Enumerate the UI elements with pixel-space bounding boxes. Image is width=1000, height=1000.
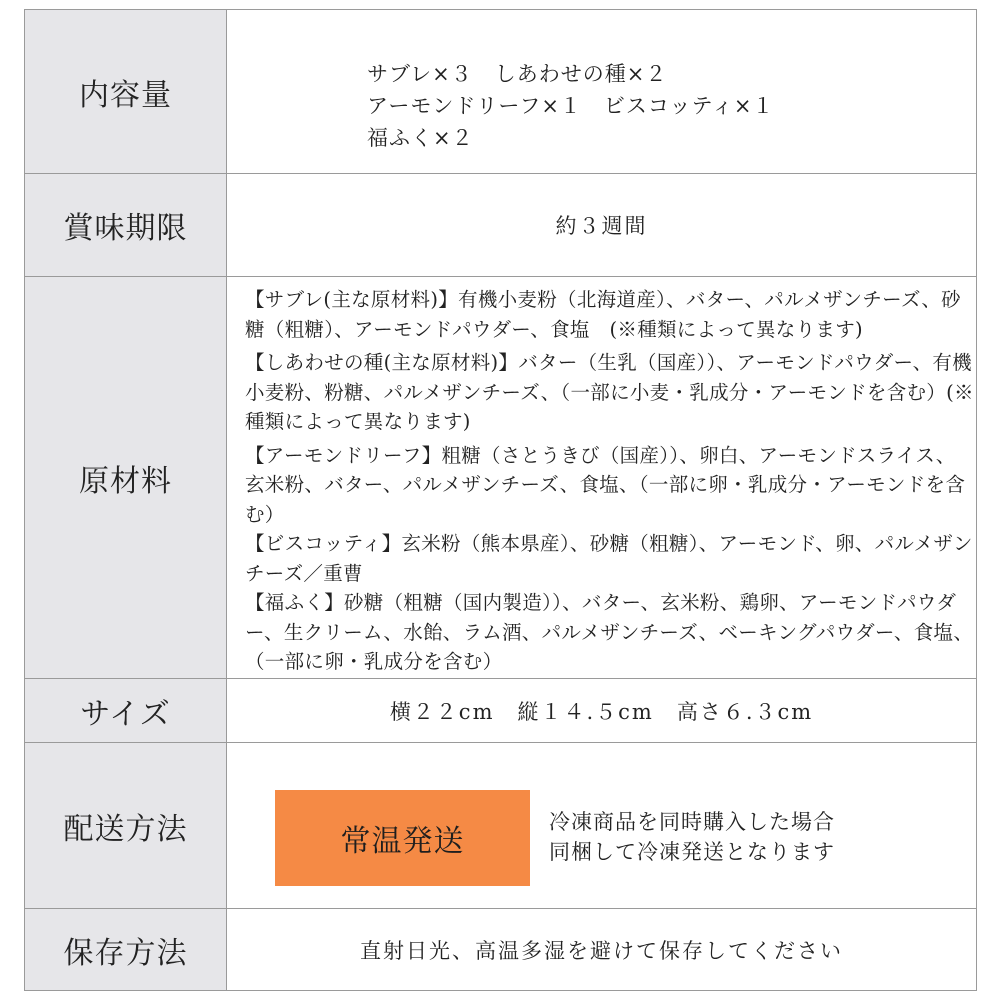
ingredient-paragraph-shiawase: 【しあわせの種(主な原材料)】バター（生乳（国産））、アーモンドパウダー、有機小麦粉、粉糖、パルメザンチーズ、（一部に小麦・乳成分・アーモンドを含む）(※種類によって異なります)	[245, 351, 974, 433]
ingredients-text	[245, 285, 974, 677]
row-storage	[25, 909, 976, 990]
ingredient-paragraph-biscotti: 【ビスコッティ】玄米粉（熊本県産）、砂糖（粗糖）、アーモンド、卵、パルメザンチーズ／重曹	[245, 532, 973, 585]
product-info-table	[24, 9, 977, 991]
row-contents	[25, 10, 976, 174]
header-size: サイズ	[25, 679, 227, 742]
best-before-value: 約３週間	[555, 214, 648, 238]
contents-line: 福ふく×２	[367, 126, 474, 150]
cell-ingredients	[227, 277, 976, 678]
storage-value: 直射日光、高温多湿を避けて保存してください	[360, 938, 843, 963]
ingredient-paragraph-almond-leaf: 【アーモンドリーフ】粗糖（さとうきび（国産））、卵白、アーモンドスライス、玄米粉、バター、パルメザンチーズ、食塩、（一部に卵・乳成分・アーモンドを含む）	[245, 443, 966, 526]
contents-list	[367, 58, 774, 154]
shipping-method-badge: 常温発送	[275, 790, 530, 886]
shipping-note-line: 同梱して冷凍発送となります	[549, 840, 835, 864]
row-size	[25, 679, 976, 743]
header-shipping: 配送方法	[25, 743, 227, 908]
size-value: 横２２cm 縦１４.５cm 高さ６.３cm	[389, 699, 814, 724]
shipping-note	[549, 807, 835, 867]
cell-shipping	[227, 743, 976, 908]
row-shipping	[25, 743, 976, 909]
ingredient-paragraph-sable: 【サブレ(主な原材料)】有機小麦粉（北海道産）、バター、パルメザンチーズ、砂糖（粗糖）、アーモンドパウダー、食塩 (※種類によって異なります)	[245, 288, 961, 341]
contents-line: アーモンドリーフ×１ ビスコッティ×１	[367, 94, 775, 118]
cell-contents	[227, 10, 976, 173]
row-best-before	[25, 174, 976, 277]
header-ingredients: 原材料	[25, 277, 227, 678]
row-ingredients	[25, 277, 976, 679]
header-best-before: 賞味期限	[25, 174, 227, 276]
header-contents: 内容量	[25, 10, 227, 173]
shipping-note-line: 冷凍商品を同時購入した場合	[549, 810, 835, 834]
contents-line: サブレ×３ しあわせの種×２	[367, 62, 668, 86]
ingredient-paragraph-fukufuku: 【福ふく】砂糖（粗糖（国内製造））、バター、玄米粉、鶏卵、アーモンドパウダー、生クリーム、水飴、ラム酒、パルメザンチーズ、ベーキングパウダー、食塩、（一部に卵・乳成分を含む）	[245, 591, 974, 673]
header-storage: 保存方法	[25, 909, 227, 990]
